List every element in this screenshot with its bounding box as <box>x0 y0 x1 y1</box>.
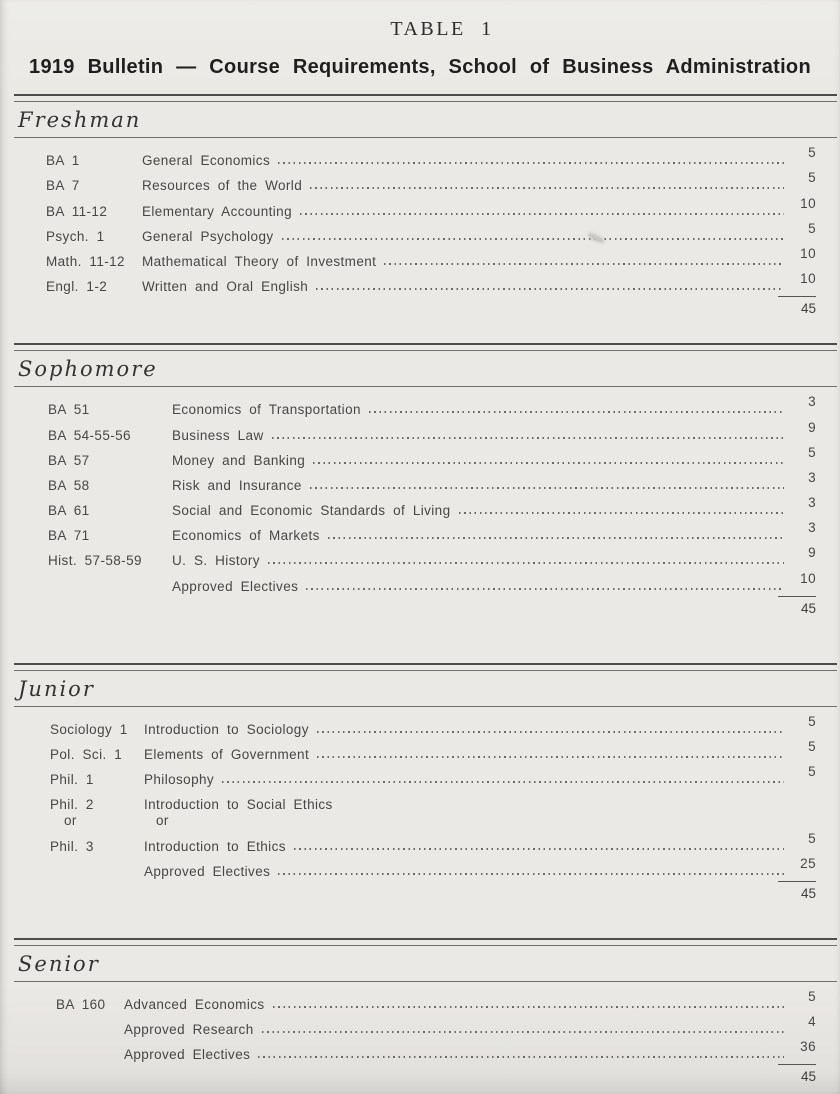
course-code: BA 11-12 <box>46 203 108 219</box>
course-row <box>46 270 840 295</box>
course-row <box>46 169 840 194</box>
course-rows <box>0 138 840 295</box>
dotted-leader <box>310 187 784 189</box>
course-row <box>50 713 840 738</box>
section-heading: Senior <box>18 951 100 976</box>
total-row <box>0 881 840 902</box>
dotted-leader <box>316 288 784 290</box>
course-row <box>46 144 840 169</box>
course-title: Introduction to Ethics <box>144 838 286 854</box>
dotted-leader <box>306 588 784 590</box>
course-credits: 10 <box>800 271 816 287</box>
sum-line <box>778 881 816 882</box>
course-row <box>48 494 840 519</box>
course-credits: 4 <box>808 1014 816 1030</box>
dotted-leader <box>222 781 784 783</box>
dotted-leader <box>272 437 784 439</box>
course-code: BA 160 <box>56 996 106 1012</box>
course-row <box>50 813 840 829</box>
course-title: General Economics <box>142 153 271 169</box>
course-row <box>48 569 840 594</box>
course-title: Economics of Transportation <box>172 402 361 418</box>
dotted-leader <box>282 238 784 240</box>
course-row <box>50 738 840 763</box>
course-title: Philosophy <box>144 772 215 788</box>
dotted-leader <box>328 537 784 539</box>
dotted-leader <box>268 562 784 564</box>
course-credits: 10 <box>800 195 816 211</box>
course-rows <box>0 707 840 880</box>
course-row <box>48 393 840 418</box>
course-row <box>50 829 840 854</box>
course-title: Advanced Economics <box>124 996 265 1012</box>
total-row <box>0 596 840 617</box>
course-title: Approved Electives <box>172 578 299 594</box>
course-title: Written and Oral English <box>142 279 309 295</box>
course-credits: 5 <box>808 170 816 186</box>
section-total: 45 <box>800 600 816 616</box>
sum-line <box>778 296 816 297</box>
course-row <box>56 1013 840 1038</box>
course-title: Elementary Accounting <box>142 203 292 219</box>
course-credits: 10 <box>800 245 816 261</box>
dotted-leader <box>459 512 785 514</box>
course-title: Elements of Government <box>144 747 310 762</box>
course-code: or <box>64 813 77 829</box>
course-title: U. S. History <box>172 553 260 569</box>
course-code: Psych. 1 <box>46 228 105 244</box>
course-row <box>48 418 840 443</box>
course-row <box>56 988 840 1013</box>
dotted-leader <box>262 1031 784 1033</box>
course-credits: 5 <box>808 739 816 754</box>
course-code: BA 71 <box>48 528 90 544</box>
course-title: Risk and Insurance <box>172 477 302 493</box>
course-code: BA 54-55-56 <box>48 427 131 443</box>
dotted-leader <box>294 848 784 850</box>
dotted-leader <box>273 1006 784 1008</box>
section-total: 45 <box>800 885 816 901</box>
course-code: Sociology 1 <box>50 721 128 737</box>
course-code: BA 51 <box>48 402 90 418</box>
course-rows <box>0 982 840 1064</box>
course-row <box>48 544 840 569</box>
course-code: Phil. 2 <box>50 797 94 813</box>
course-row <box>46 245 840 270</box>
course-credits: 5 <box>808 145 816 161</box>
sum-line <box>778 596 816 597</box>
section-total: 45 <box>800 301 816 317</box>
course-credits: 5 <box>808 444 816 460</box>
course-credits: 36 <box>800 1039 816 1055</box>
course-credits: 9 <box>808 545 816 561</box>
course-rows <box>0 387 840 595</box>
course-credits: 10 <box>800 570 816 586</box>
section-heading: Sophomore <box>18 357 158 382</box>
course-code: Math. 11-12 <box>46 253 125 269</box>
course-title: Approved Electives <box>144 863 271 879</box>
course-row <box>48 469 840 494</box>
course-credits: 5 <box>808 220 816 236</box>
course-row <box>46 194 840 219</box>
course-title: General Psychology <box>142 228 274 244</box>
course-row <box>50 788 840 813</box>
course-title: Approved Electives <box>124 1047 251 1063</box>
course-title: Social and Economic Standards of Living <box>172 503 451 519</box>
sections-container <box>0 94 840 1085</box>
course-code: Engl. 1-2 <box>46 279 108 295</box>
course-code: BA 57 <box>48 452 90 468</box>
course-credits: 5 <box>808 830 816 846</box>
class-year-section <box>0 938 840 1086</box>
course-credits: 3 <box>808 394 816 410</box>
total-row <box>0 296 840 317</box>
course-row <box>50 763 840 788</box>
course-row <box>46 220 840 245</box>
dotted-leader <box>258 1056 784 1058</box>
course-title: Approved Research <box>124 1022 254 1038</box>
section-total: 45 <box>800 1069 816 1085</box>
double-rule <box>14 938 837 946</box>
course-title: or <box>156 813 169 829</box>
total-row <box>0 1064 840 1085</box>
course-title: Resources of the World <box>142 178 303 194</box>
table-label: TABLE 1 <box>390 18 494 40</box>
class-year-section <box>0 94 840 317</box>
course-code: Phil. 3 <box>50 838 94 854</box>
double-rule <box>14 94 837 102</box>
course-code: BA 58 <box>48 477 90 493</box>
dotted-leader <box>317 756 784 758</box>
section-heading: Junior <box>18 676 95 701</box>
course-code: BA 1 <box>46 153 80 169</box>
document-title: 1919 Bulletin — Course Requirements, School of Business Administration <box>29 56 811 78</box>
course-credits: 5 <box>808 988 816 1004</box>
course-code: BA 7 <box>46 178 80 194</box>
dotted-leader <box>278 873 784 875</box>
class-year-section <box>0 343 840 617</box>
course-credits: 9 <box>808 419 816 435</box>
course-credits: 5 <box>808 713 816 729</box>
course-row <box>48 444 840 469</box>
course-row <box>50 855 840 880</box>
course-code: Pol. Sci. 1 <box>50 747 123 762</box>
course-title: Money and Banking <box>172 452 306 468</box>
dotted-leader <box>278 162 784 164</box>
dotted-leader <box>317 731 784 733</box>
course-row <box>48 519 840 544</box>
course-row <box>56 1038 840 1063</box>
course-credits: 5 <box>808 764 816 780</box>
course-credits: 3 <box>808 520 816 536</box>
dotted-leader <box>384 263 784 265</box>
dotted-leader <box>310 487 784 489</box>
course-credits: 3 <box>808 495 816 511</box>
course-title: Introduction to Sociology <box>144 721 309 737</box>
course-title: Economics of Markets <box>172 528 320 544</box>
course-title: Business Law <box>172 427 264 443</box>
course-code: BA 61 <box>48 503 90 519</box>
course-title: Introduction to Social Ethics <box>144 797 333 813</box>
course-credits: 3 <box>808 469 816 485</box>
dotted-leader <box>369 411 784 413</box>
double-rule <box>14 343 837 351</box>
dotted-leader <box>313 462 784 464</box>
course-code: Phil. 1 <box>50 772 94 788</box>
course-code: Hist. 57-58-59 <box>48 553 142 569</box>
sum-line <box>778 1064 816 1065</box>
section-heading: Freshman <box>18 108 142 132</box>
class-year-section <box>0 663 840 902</box>
double-rule <box>14 663 837 671</box>
course-title: Mathematical Theory of Investment <box>142 253 377 269</box>
dotted-leader <box>300 213 784 215</box>
course-credits: 25 <box>800 855 816 871</box>
